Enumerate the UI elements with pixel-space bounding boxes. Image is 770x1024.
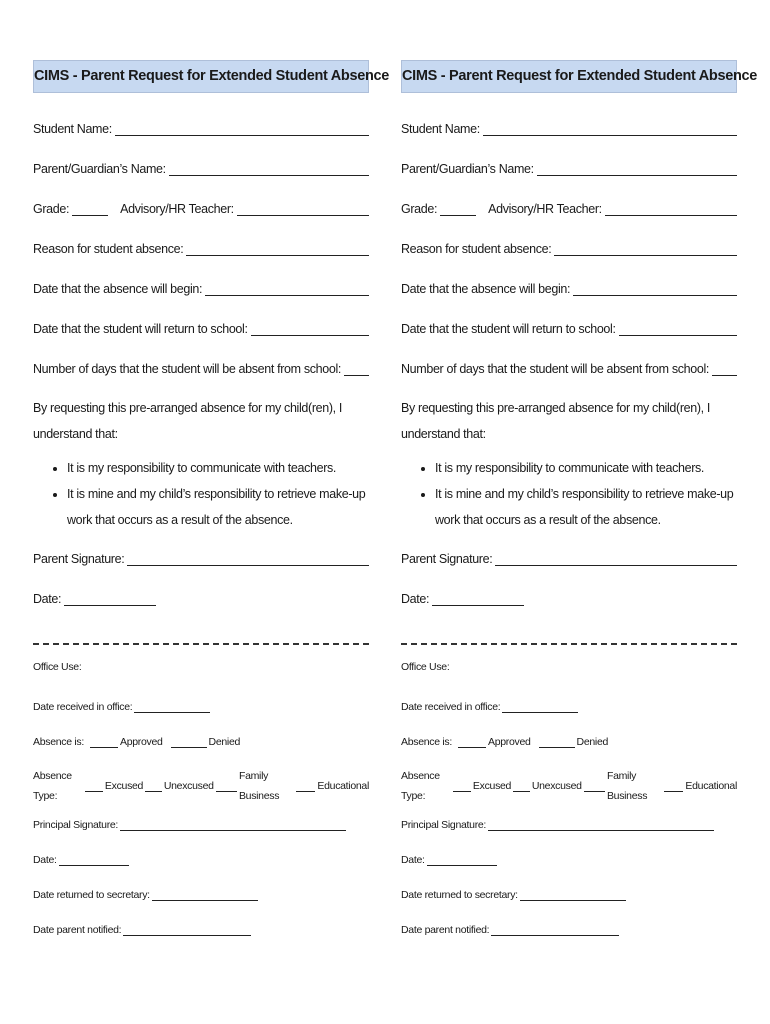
- grade-blank[interactable]: [440, 203, 476, 216]
- student-name-blank[interactable]: [483, 123, 737, 136]
- days-absent-label: Number of days that the student will be absent from school:: [33, 362, 341, 376]
- return-date-field[interactable]: [33, 309, 369, 349]
- grade-teacher-row: [33, 189, 369, 229]
- returned-label: Date returned to secretary:: [33, 888, 150, 901]
- begin-date-blank[interactable]: [573, 283, 737, 296]
- begin-date-label: Date that the absence will begin:: [401, 282, 571, 296]
- received-label: Date received in office:: [401, 700, 501, 713]
- student-name-field[interactable]: [33, 109, 369, 149]
- parent-signature-label: Parent Signature:: [33, 552, 125, 566]
- office-date-row: [401, 842, 737, 877]
- agreement-text: By requesting this pre-arranged absence for my child(ren), I understand that:: [401, 401, 711, 441]
- guardian-name-label: Parent/Guardian’s Name:: [401, 162, 534, 176]
- absence-type-label: Absence Type:: [401, 770, 440, 802]
- unexcused-blank[interactable]: [513, 780, 530, 792]
- agreement-item: • It is my responsibility to communicate with teachers.: [435, 455, 737, 481]
- excused-label: Excused: [472, 780, 512, 792]
- absence-status-row: [33, 724, 369, 759]
- teacher-label: Advisory/HR Teacher:: [488, 202, 602, 216]
- agreement-list: [33, 455, 369, 533]
- days-absent-blank[interactable]: [712, 363, 737, 376]
- denied-label: Denied: [576, 735, 609, 748]
- return-date-blank[interactable]: [619, 323, 737, 336]
- principal-row: [401, 807, 737, 842]
- received-label: Date received in office:: [33, 700, 133, 713]
- principal-label: Principal Signature:: [33, 818, 119, 831]
- parent-signature-blank[interactable]: [127, 553, 369, 566]
- notified-blank[interactable]: [123, 924, 251, 936]
- absence-status-row: [401, 724, 737, 759]
- student-name-blank[interactable]: [115, 123, 369, 136]
- approved-label: Approved: [119, 735, 163, 748]
- begin-date-field[interactable]: [33, 269, 369, 309]
- excused-blank[interactable]: [85, 780, 103, 792]
- excused-label: Excused: [104, 780, 144, 792]
- notified-row: [33, 912, 369, 947]
- guardian-name-blank[interactable]: [537, 163, 737, 176]
- reason-field[interactable]: [33, 229, 369, 269]
- absence-type-row: [33, 759, 369, 807]
- received-row: [401, 689, 737, 724]
- teacher-blank[interactable]: [605, 203, 737, 216]
- agreement-item: • It is my responsibility to communicate with teachers.: [67, 455, 369, 481]
- date-blank[interactable]: [432, 593, 524, 606]
- denied-label: Denied: [208, 735, 241, 748]
- agreement-text: By requesting this pre-arranged absence for my child(ren), I understand that:: [33, 401, 343, 441]
- return-date-field[interactable]: [401, 309, 737, 349]
- principal-blank[interactable]: [488, 819, 714, 831]
- form-copy-left: [33, 60, 390, 947]
- office-use-heading: Office Use:: [33, 661, 82, 673]
- principal-blank[interactable]: [120, 819, 346, 831]
- absence-type-label: Absence Type:: [33, 770, 72, 802]
- office-date-label: Date:: [401, 853, 425, 866]
- teacher-blank[interactable]: [237, 203, 369, 216]
- office-use-section: [33, 645, 369, 947]
- return-date-label: Date that the student will return to school:: [401, 322, 616, 336]
- date-label: Date:: [33, 592, 62, 606]
- guardian-name-blank[interactable]: [169, 163, 369, 176]
- notified-blank[interactable]: [491, 924, 619, 936]
- reason-field[interactable]: [401, 229, 737, 269]
- notified-label: Date parent notified:: [401, 923, 490, 936]
- educational-blank[interactable]: [664, 780, 684, 792]
- principal-row: [33, 807, 369, 842]
- approved-blank[interactable]: [90, 736, 118, 748]
- received-row: [33, 689, 369, 724]
- teacher-label: Advisory/HR Teacher:: [120, 202, 234, 216]
- grade-label: Grade:: [33, 202, 70, 216]
- absence-is-label: Absence is:: [401, 735, 452, 748]
- notified-row: [401, 912, 737, 947]
- days-absent-label: Number of days that the student will be absent from school:: [401, 362, 709, 376]
- grade-teacher-row: [401, 189, 737, 229]
- agreement-item: • It is mine and my child’s responsibility to retrieve make-up work that occurs as a result of the absence.: [435, 481, 737, 533]
- reason-blank[interactable]: [554, 243, 737, 256]
- form-copy-right: [401, 60, 758, 947]
- unexcused-label: Unexcused: [163, 780, 214, 792]
- date-field[interactable]: [33, 579, 369, 619]
- student-name-label: Student Name:: [401, 122, 480, 136]
- excused-blank[interactable]: [453, 780, 471, 792]
- agreement-item: • It is mine and my child’s responsibility to retrieve make-up work that occurs as a result of the absence.: [67, 481, 369, 533]
- reason-blank[interactable]: [186, 243, 369, 256]
- office-use-section: [401, 645, 737, 947]
- cut-line: [33, 633, 369, 645]
- educational-label: Educational: [685, 780, 737, 792]
- office-date-blank[interactable]: [427, 854, 497, 866]
- notified-label: Date parent notified:: [33, 923, 122, 936]
- reason-label: Reason for student absence:: [33, 242, 184, 256]
- begin-date-field[interactable]: [401, 269, 737, 309]
- return-date-blank[interactable]: [251, 323, 369, 336]
- cut-line: [401, 633, 737, 645]
- return-date-label: Date that the student will return to school:: [33, 322, 248, 336]
- returned-row: [33, 877, 369, 912]
- unexcused-label: Unexcused: [531, 780, 582, 792]
- parent-signature-field[interactable]: [401, 539, 737, 579]
- office-date-row: [33, 842, 369, 877]
- approved-label: Approved: [487, 735, 531, 748]
- days-absent-field[interactable]: [33, 349, 369, 389]
- returned-label: Date returned to secretary:: [401, 888, 518, 901]
- received-blank[interactable]: [502, 701, 578, 713]
- educational-label: Educational: [317, 780, 369, 792]
- form-title: CIMS - Parent Request for Extended Student Absence: [33, 60, 369, 93]
- returned-row: [401, 877, 737, 912]
- days-absent-field[interactable]: [401, 349, 737, 389]
- family-label: Family Business: [606, 770, 648, 802]
- returned-blank[interactable]: [520, 889, 626, 901]
- denied-blank[interactable]: [539, 736, 575, 748]
- reason-label: Reason for student absence:: [401, 242, 552, 256]
- office-date-blank[interactable]: [59, 854, 129, 866]
- agreement-list: [401, 455, 737, 533]
- guardian-name-field[interactable]: [33, 149, 369, 189]
- parent-signature-blank[interactable]: [495, 553, 737, 566]
- student-name-label: Student Name:: [33, 122, 112, 136]
- begin-date-label: Date that the absence will begin:: [33, 282, 203, 296]
- form-title: CIMS - Parent Request for Extended Student Absence: [401, 60, 737, 93]
- family-blank[interactable]: [584, 780, 605, 792]
- guardian-name-label: Parent/Guardian’s Name:: [33, 162, 166, 176]
- unexcused-blank[interactable]: [145, 780, 162, 792]
- parent-signature-field[interactable]: [33, 539, 369, 579]
- grade-blank[interactable]: [72, 203, 108, 216]
- grade-label: Grade:: [401, 202, 438, 216]
- absence-is-label: Absence is:: [33, 735, 84, 748]
- approved-blank[interactable]: [458, 736, 486, 748]
- received-blank[interactable]: [134, 701, 210, 713]
- returned-blank[interactable]: [152, 889, 258, 901]
- days-absent-blank[interactable]: [344, 363, 369, 376]
- date-field[interactable]: [401, 579, 737, 619]
- office-date-label: Date:: [33, 853, 57, 866]
- date-label: Date:: [401, 592, 430, 606]
- denied-blank[interactable]: [171, 736, 207, 748]
- educational-blank[interactable]: [296, 780, 316, 792]
- date-blank[interactable]: [64, 593, 156, 606]
- begin-date-blank[interactable]: [205, 283, 369, 296]
- guardian-name-field[interactable]: [401, 149, 737, 189]
- parent-signature-label: Parent Signature:: [401, 552, 493, 566]
- absence-type-row: [401, 759, 737, 807]
- principal-label: Principal Signature:: [401, 818, 487, 831]
- student-name-field[interactable]: [401, 109, 737, 149]
- family-blank[interactable]: [216, 780, 237, 792]
- office-use-heading: Office Use:: [401, 661, 450, 673]
- family-label: Family Business: [238, 770, 280, 802]
